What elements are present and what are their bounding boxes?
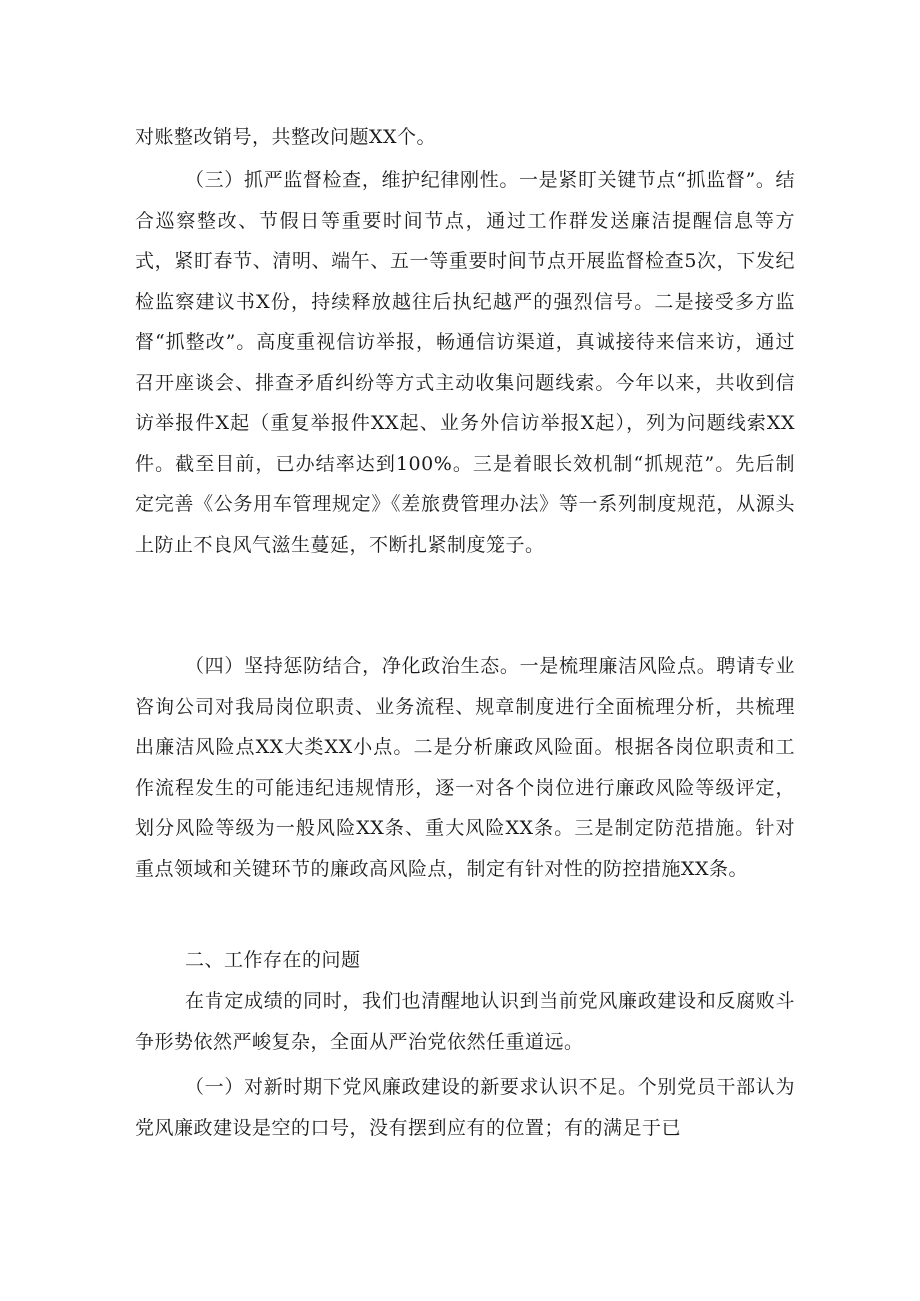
paragraph-intro-problems: 在肯定成绩的同时，我们也清醒地认识到当前党风廉政建设和反腐败斗争形势依然严峻复杂，全面从严治党依然任重道远。 — [135, 990, 795, 1053]
paragraph-problem-one: （一）对新时期下党风廉政建设的新要求认识不足。个别党员干部认为党风廉政建设是空的口号，没有摆到应有的位置；有的满足于已 — [135, 1076, 795, 1139]
section-heading-problems: 二、工作存在的问题 — [185, 949, 361, 971]
paragraph-supervision: （三）抓严监督检查，维护纪律刚性。一是紧盯关键节点“抓监督”。结合巡察整改、节假日等重要时间节点，通过工作群发送廉洁提醒信息等方式，紧盯春节、清明、端午、五一等重要时间节点开展监督检查5次，下发纪检监察建议书X份，持续释放越往后执纪越严的强烈信号。二是接受多方监督“抓整改”。高度重视信访举报，畅通信访渠道，真诚接待来信来访，通过召开座谈会、排查矛盾纠纷等方式主动收集问题线索。今年以来，共收到信访举报件X起（重复举报件XX起、业务外信访举报X起），列为问题线索XX件。截至目前，已办结率达到100%。三是着眼长效机制“抓规范”。先后制定完善《公务用车管理规定》《差旅费管理办法》等一系列制度规范，从源头上防止不良风气滋生蔓延，不断扎紧制度笼子。 — [135, 169, 795, 556]
paragraph-continuation: 对账整改销号，共整改问题XX个。 — [135, 126, 437, 148]
paragraph-prevention: （四）坚持惩防结合，净化政治生态。一是梳理廉洁风险点。聘请专业咨询公司对我局岗位职责、业务流程、规章制度进行全面梳理分析，共梳理出廉洁风险点XX大类XX小点。二是分析廉政风险面。根据各岗位职责和工作流程发生的可能违纪违规情形，逐一对各个岗位进行廉政风险等级评定，划分风险等级为一般风险XX条、重大风险XX条。三是制定防范措施。针对重点领域和关键环节的廉政高风险点，制定有针对性的防控措施XX条。 — [135, 655, 795, 880]
